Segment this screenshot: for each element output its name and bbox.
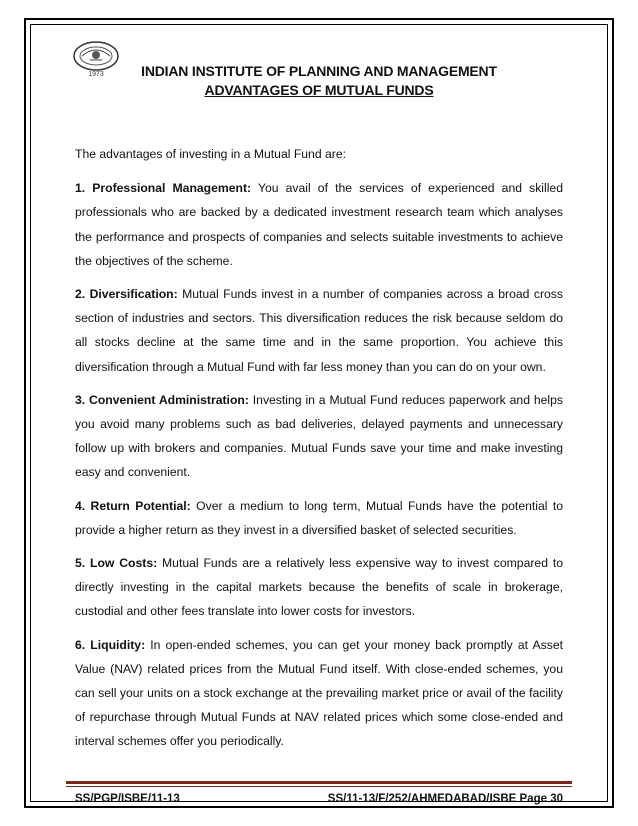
logo-year: 1973 xyxy=(88,71,104,78)
footer-page-ref: SS/11-13/F/252/AHMEDABAD/ISBE Page 30 xyxy=(327,793,563,805)
advantage-heading: 4. Return Potential: xyxy=(75,498,191,513)
advantage-item xyxy=(75,494,563,542)
advantage-text: Over a medium to long term, Mutual Funds have the potential to provide a higher return as they invest in a diversified basket of selected securities. xyxy=(75,498,564,537)
advantage-item xyxy=(75,551,563,624)
footer-divider xyxy=(66,781,572,784)
advantage-text: You avail of the services of experienced and skilled professionals who are backed by a dedicated investment research team which analyses the performance and prospects of companies and selects suitable investments to achieve the objectives of the scheme. xyxy=(75,181,563,268)
advantage-text: Investing in a Mutual Fund reduces paperwork and helps you avoid many problems such as bad deliveries, delayed payments and unnecessary follow up with brokers and companies. Mutual Funds save your time and make investing easy and convenient. xyxy=(75,392,563,480)
advantage-item xyxy=(75,388,563,485)
document-body xyxy=(75,142,563,763)
advantage-heading: 2. Diversification: xyxy=(75,287,178,302)
advantage-heading: 1. Professional Management: xyxy=(75,181,252,196)
advantage-heading: 6. Liquidity: xyxy=(75,637,146,652)
institute-name: INDIAN INSTITUTE OF PLANNING AND MANAGEMENT xyxy=(141,63,497,79)
advantage-text: Mutual Funds invest in a number of companies across a broad cross section of industries and sectors. This diversification reduces the risk because seldom do all stocks decline at the same time and in the same proportion. You achieve this diversification through a Mutual Fund with far less money than you can do on your own. xyxy=(75,287,563,374)
intro-text: The advantages of investing in a Mutual Fund are: xyxy=(75,147,346,161)
page-title: ADVANTAGES OF MUTUAL FUNDS xyxy=(204,82,434,98)
advantage-heading: 3. Convenient Administration: xyxy=(75,392,249,407)
footer-code: SS/PGP/ISBE/11-13 xyxy=(75,793,180,805)
advantage-heading: 5. Low Costs: xyxy=(75,556,158,571)
footer-divider-thin xyxy=(66,786,572,787)
advantage-item xyxy=(75,633,563,754)
advantage-text: Mutual Funds are a relatively less expensive way to invest compared to directly investing in the capital markets because the benefits of scale in brokerage, custodial and other fees translate into lower costs for investors. xyxy=(75,556,563,619)
advantage-item xyxy=(75,282,563,379)
advantage-item xyxy=(75,176,563,273)
advantage-text: In open-ended schemes, you can get your money back promptly at Asset Value (NAV) related prices from the Mutual Fund itself. With close-ended schemes, you can sell your units on a stock exchange at the prevailing market price or avail of the facility of repurchase through Mutual Funds at NAV related prices which some close-ended and interval schemes offer you periodically. xyxy=(75,637,563,749)
